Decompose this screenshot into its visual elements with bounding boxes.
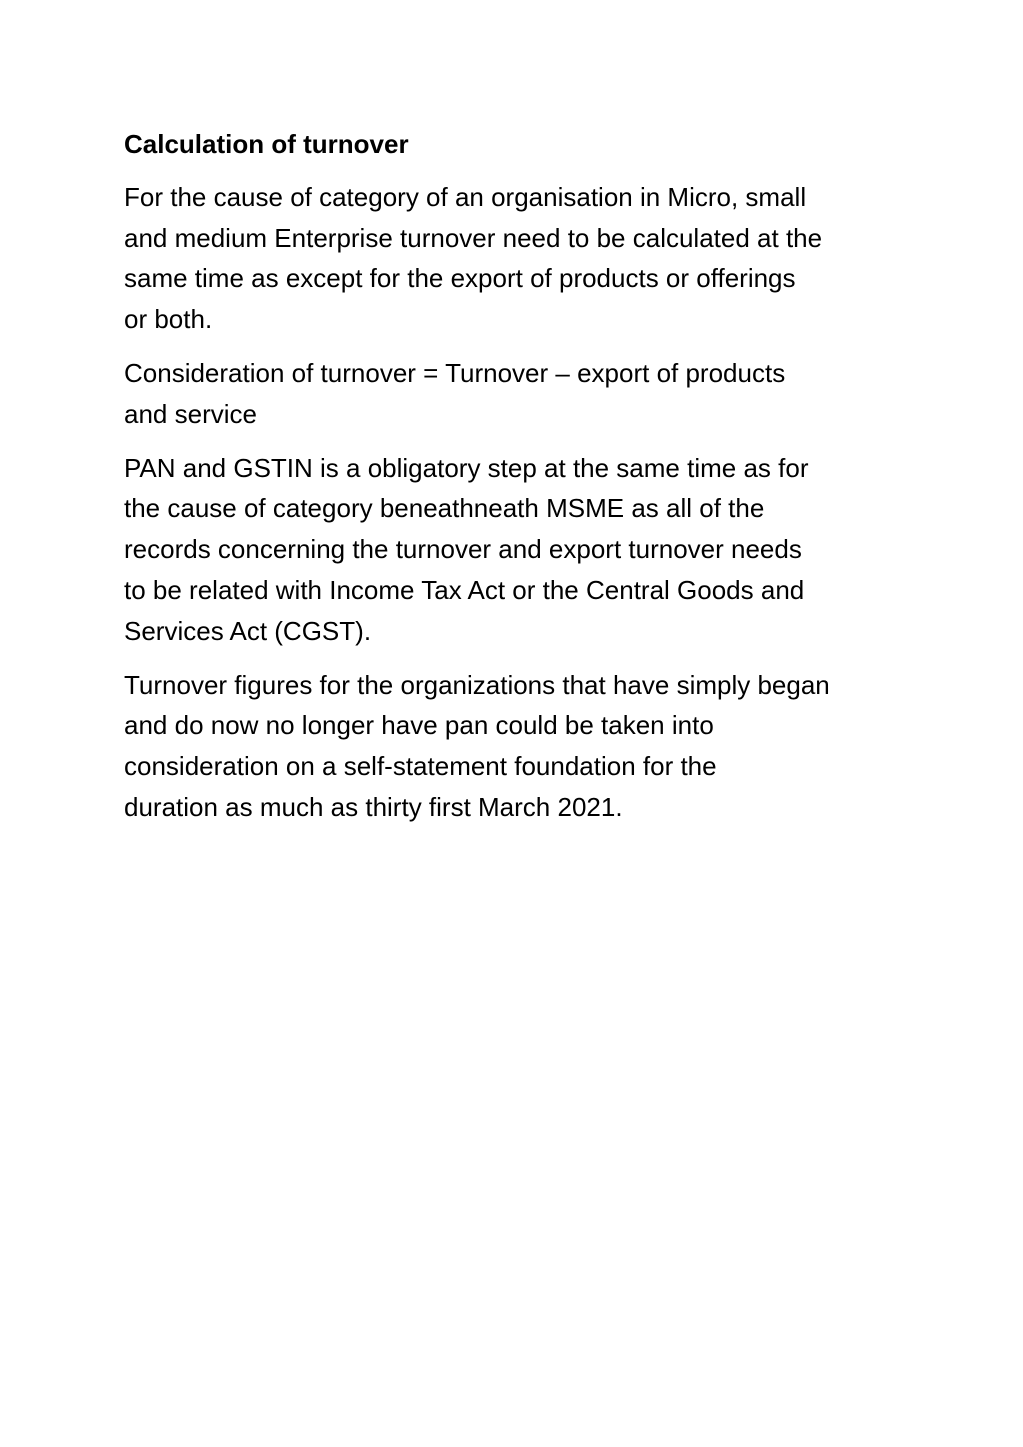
paragraph-line: same time as except for the export of products or offerings bbox=[124, 263, 796, 294]
paragraph-line: For the cause of category of an organisation in Micro, small bbox=[124, 181, 807, 212]
paragraph-line: PAN and GSTIN is a obligatory step at the same time as for bbox=[124, 452, 809, 483]
paragraph-line: Turnover figures for the organizations that have simply began bbox=[124, 669, 830, 700]
paragraph-turnover-calculation bbox=[124, 177, 914, 340]
paragraph-pan-gstin bbox=[124, 448, 914, 652]
paragraph-consideration-formula bbox=[124, 353, 914, 435]
paragraph-line: the cause of category beneathneath MSME as all of the bbox=[124, 493, 765, 524]
paragraph-line: or both. bbox=[124, 304, 213, 335]
document-body bbox=[124, 124, 914, 841]
paragraph-line: Consideration of turnover = Turnover – export of products bbox=[124, 357, 786, 388]
paragraph-line: consideration on a self-statement foundation for the bbox=[124, 751, 717, 782]
paragraph-line: to be related with Income Tax Act or the Central Goods and bbox=[124, 574, 805, 605]
paragraph-line: records concerning the turnover and export turnover needs bbox=[124, 534, 802, 565]
paragraph-line: and do now no longer have pan could be taken into bbox=[124, 710, 714, 741]
document-heading: Calculation of turnover bbox=[124, 129, 409, 159]
paragraph-turnover-figures bbox=[124, 665, 914, 828]
paragraph-line: duration as much as thirty first March 2021. bbox=[124, 791, 623, 822]
paragraph-line: and medium Enterprise turnover need to be calculated at the bbox=[124, 222, 823, 253]
paragraph-line: and service bbox=[124, 398, 257, 429]
paragraph-line: Services Act (CGST). bbox=[124, 615, 372, 646]
